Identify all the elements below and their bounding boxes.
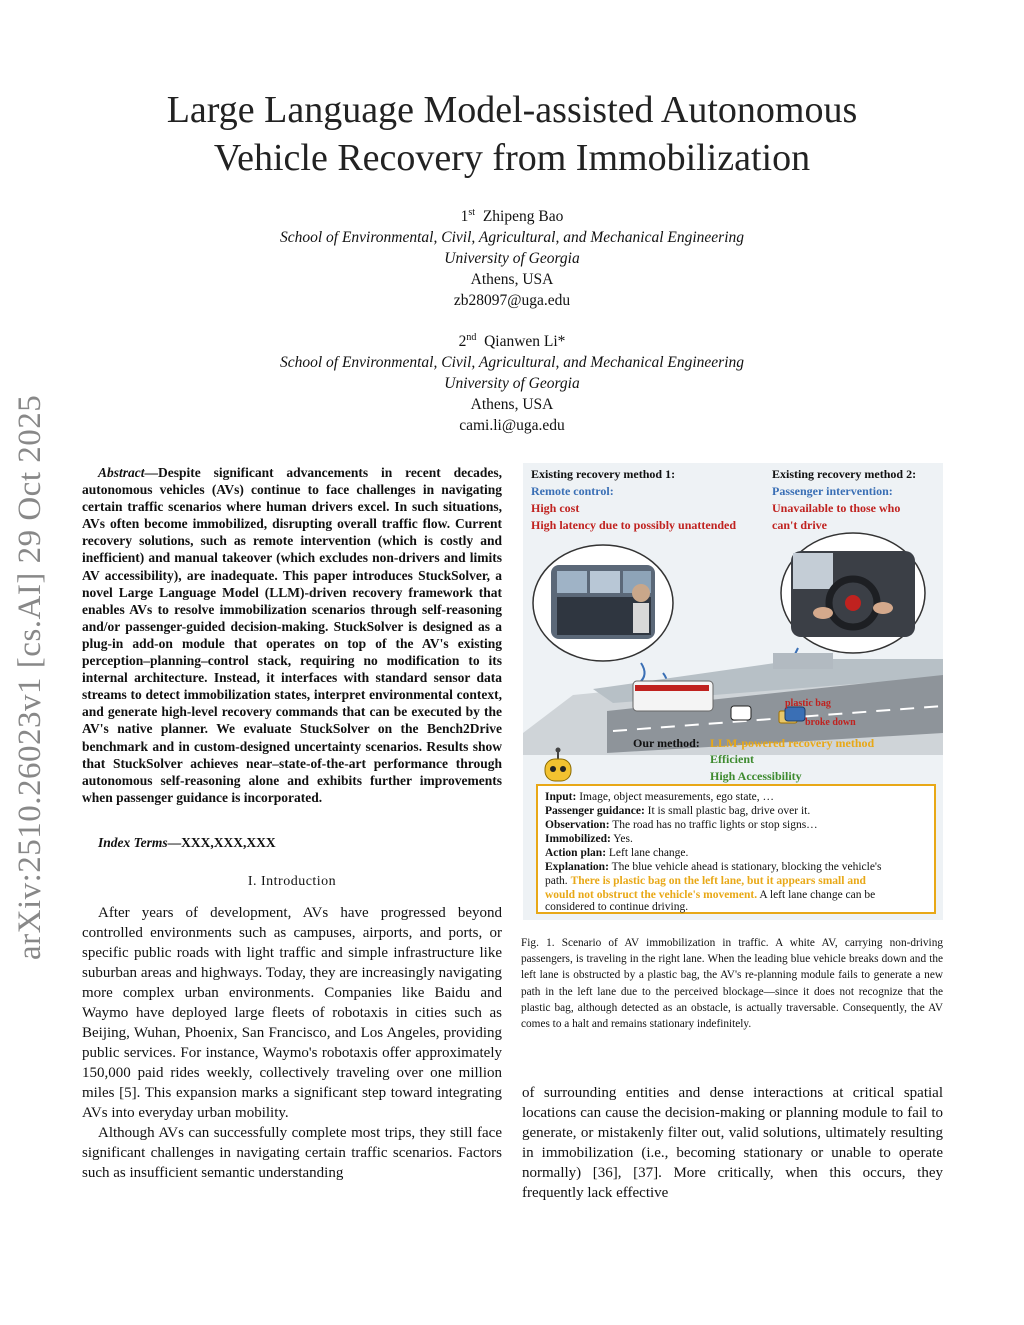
box-action-key: Action plan:: [545, 847, 607, 859]
author-1-affiliation: School of Environmental, Civil, Agricultural, and Mechanical Engineering: [279, 229, 745, 247]
our-method-line1: LLM-powered recovery method: [710, 736, 875, 750]
broke-down-label: broke down: [805, 717, 856, 728]
plastic-bag-label: plastic bag: [785, 698, 831, 709]
author-2-ordinal-suffix: nd: [466, 332, 477, 343]
section-heading-introduction: I. Introduction: [247, 874, 337, 889]
author-1-location: Athens, USA: [470, 271, 554, 289]
title-line-1: Large Language Model-assisted Autonomous: [166, 89, 858, 131]
box-input-value: Image, object measurements, ego state, …: [576, 791, 774, 803]
author-1-email[interactable]: zb28097@uga.edu: [453, 292, 571, 310]
figure-1: [523, 463, 943, 920]
box-explanation-line2a: path.: [545, 875, 571, 887]
box-guidance-key: Passenger guidance:: [545, 805, 645, 817]
svg-text:Passenger guidance: It is smal: [545, 805, 810, 817]
svg-text:path. There is plastic bag on: [545, 875, 866, 887]
box-explanation-line1: The blue vehicle ahead is stationary, blocking the vehicle's: [608, 861, 882, 873]
author-1-ordinal: 1: [460, 208, 469, 226]
intro-paragraph-2: Although AVs can successfully complete most trips, they still face significant challenges in navigating certain traffic scenarios. Factors such as insufficient semantic understanding: [82, 1125, 502, 1181]
svg-text:Immobilized: Yes.: [545, 833, 633, 845]
svg-text:Observation: The road has no t: [545, 819, 818, 831]
box-explanation-line4: considered to continue driving.: [545, 901, 689, 913]
box-action-value: Left lane change.: [606, 847, 689, 859]
paper-title: [0, 86, 1024, 182]
author-block-1: [0, 202, 1024, 311]
method1-title: Existing recovery method 1:: [531, 467, 676, 481]
svg-text:Input: Image, object measureme: [545, 791, 774, 803]
author-2-university: University of Georgia: [444, 375, 580, 393]
author-1-university: University of Georgia: [444, 250, 580, 268]
box-explanation-line2b: There is plastic bag on the left lane, but it appears small and: [570, 875, 866, 887]
svg-text:Action plan: Left lane change.: [545, 847, 689, 859]
author-2-ordinal: 2: [458, 333, 467, 351]
box-guidance-value: It is small plastic bag, drive over it.: [644, 805, 811, 817]
index-terms-label: Index Terms: [98, 835, 168, 850]
box-immobilized-value: Yes.: [610, 833, 633, 845]
our-method-line3: High Accessibility: [710, 769, 802, 783]
box-explanation-line3b: A left lane change can be: [757, 889, 876, 901]
method1-line2: High latency due to possibly unattended: [531, 518, 737, 532]
intro-paragraph-1: After years of development, AVs have progressed beyond controlled environments such as campuses, airports, and ports, or specific public roads with light traffic and simple infrastructure like suburban areas and highways. Today, they are increasingly navigating more complex urban environments. Companies like Baidu and Waymo have deployed large fleets of robotaxis in cities such as Beijing, Wuhan, Phoenix, San Francisco, and Los Angeles, providing public services. For instance, Waymo's robotaxis offer approximately 150,000 paid rides weekly, collectively traveling over one million miles [5]. This expansion marks a significant step toward integrating AVs into everyday urban mobility.: [82, 905, 502, 1121]
svg-text:would not obstruct the vehicle: [545, 889, 875, 901]
index-terms-text: —XXX,XXX,XXX: [167, 835, 276, 850]
arxiv-sidebar-stamp: arXiv:2510.26023v1 [cs.AI] 29 Oct 2025: [12, 394, 48, 960]
our-method-label: Our method:: [633, 736, 700, 750]
author-2-location: Athens, USA: [470, 396, 554, 414]
intro-column-left: [82, 903, 502, 1183]
method2-line2: can't drive: [772, 518, 827, 532]
method1-line1: High cost: [531, 501, 580, 515]
author-1-name: Zhipeng Bao: [482, 208, 564, 226]
right-column-text: of surrounding entities and dense interactions at critical spatial locations can cause the decision-making or planning module to fail to generate, or mistakenly filter out, valid solutions, ultimately resulting in immobilization (i.e., becoming stationary or unable to operate normally) [36], [37]. More critically, when this occurs, they frequently lack effective: [522, 1085, 943, 1201]
method2-line1: Unavailable to those who: [772, 501, 901, 515]
box-immobilized-key: Immobilized:: [545, 833, 611, 845]
author-1-ordinal-suffix: st: [468, 207, 476, 218]
abstract-label: Abstract: [98, 465, 145, 480]
box-input-key: Input:: [545, 791, 577, 803]
box-observation-value: The road has no traffic lights or stop signs…: [609, 819, 818, 831]
author-2-name: Qianwen Li*: [484, 333, 566, 351]
box-explanation-key: Explanation:: [545, 861, 609, 873]
box-explanation-line3a: would not obstruct the vehicle's movement.: [545, 889, 758, 901]
box-observation-key: Observation:: [545, 819, 610, 831]
svg-text:considered to continue driving: [545, 901, 688, 913]
svg-text:Explanation: The blue vehicle: [545, 861, 882, 873]
figure-1-caption: Fig. 1. Scenario of AV immobilization in traffic. A white AV, carrying non-driving passengers, is traveling in the right lane. When the leading blue vehicle breaks down and the left lane is obstructed by a plastic bag, the AV's re-planning module fails to generate a new path in the left lane due to the perceived blockage—since it does not recognize that the plastic bag, although detected as an obstacle, is actually traversable. Consequently, the AV comes to a halt and remains stationary indefinitely.: [521, 937, 943, 1031]
author-block-2: [0, 327, 1024, 436]
abstract: [82, 464, 502, 806]
title-line-2: Vehicle Recovery from Immobilization: [213, 137, 811, 179]
method2-subtitle: Passenger intervention:: [772, 484, 893, 498]
our-method-line2: Efficient: [710, 752, 754, 766]
method1-subtitle: Remote control:: [531, 484, 614, 498]
abstract-text: —Despite significant advancements in recent decades, autonomous vehicles (AVs) continue to face challenges in navigating certain traffic scenarios where human drivers excel. In such situations, AVs often become immobilized, disrupting overall traffic flow. Current recovery solutions, such as remote intervention (which is costly and inefficient) and manual takeover (which excludes non-drivers and limits AV accessibility), are inadequate. This paper introduces StuckSolver, a novel Large Language Model (LLM)-driven recovery framework that enables AVs to resolve immobilization scenarios through self-reasoning and/or passenger-guided decision-making. StuckSolver is designed as a plug-in add-on module that operates on top of the AV's existing perception–planning–control stack, requiring no modification to its internal architecture. Instead, it interfaces with standard sensor data streams to detect immobilization states, interpret environmental context, and generate high-level recovery commands that can be executed by the AV's native planner. We evaluate StuckSolver on the Bench2Drive benchmark and in custom-designed uncertainty scenarios. Results show that StuckSolver achieves near–state-of-the-art performance through autonomous self-reasoning alone and exhibits further improvements when passenger guidance is incorporated.: [82, 465, 502, 805]
figure-1-svg: [523, 463, 943, 920]
author-2-affiliation: School of Environmental, Civil, Agricultural, and Mechanical Engineering: [279, 354, 745, 372]
index-terms: [98, 835, 276, 851]
author-2-email[interactable]: cami.li@uga.edu: [459, 417, 565, 435]
method2-title: Existing recovery method 2:: [772, 467, 917, 481]
